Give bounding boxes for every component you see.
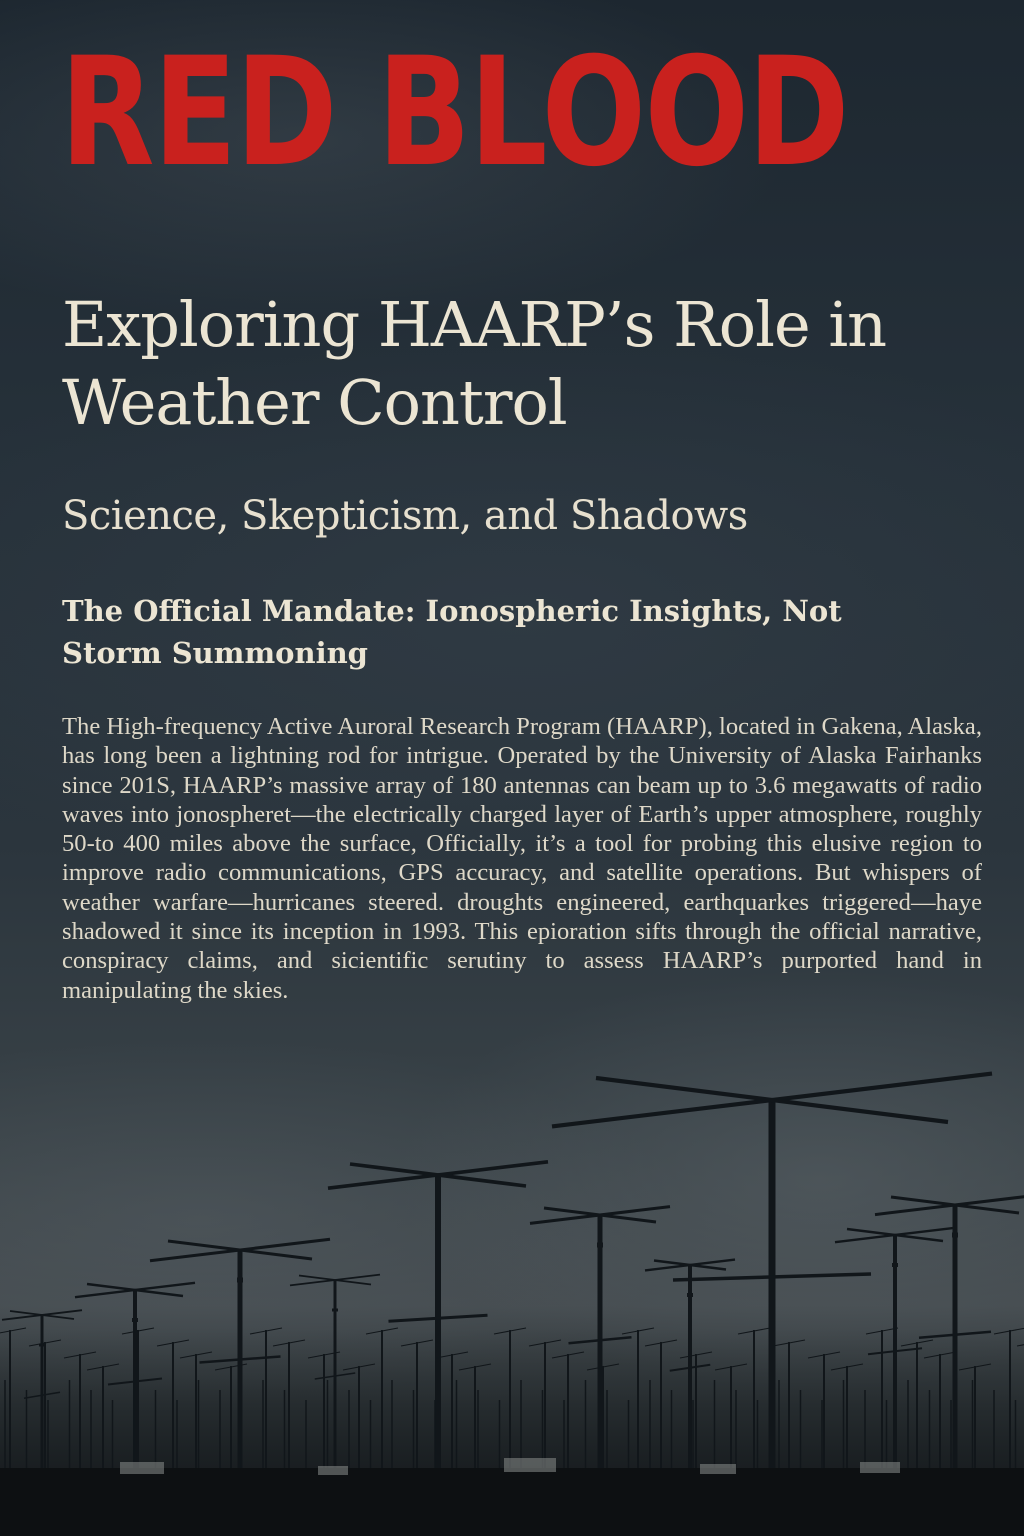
poster-subtitle: Exploring HAARP’s Role in Weather Control <box>62 288 887 439</box>
poster-title: RED BLOOD <box>60 26 848 200</box>
body-paragraph: The High-frequency Active Auroral Research Program (HAARP), located in Gakena, Alaska, has long been a lightning rod for intrigue. Operated by the University of Alaska Fairhanks since 201S, HAARP’s massive array of 180 antennas can beam up to 3.6 megawatts of radio waves into jonospheret—the electrically charged layer of Earth’s upper atmosphere, roughly 50-to 400 miles above the surface, Officially, it’s a tool for probing this elusive region to improve radio communications, GPS accuracy, and satellite operations. But whispers of weather warfare—hurricanes steered. droughts engineered, earthquarkes triggered—haye shadowed it since its inception in 1993. This epioration sifts through the official narrative, conspiracy claims, and sicientific serutiny to assess HAARP’s purported hand in manipulating the skies. <box>62 713 982 1004</box>
poster-tagline: Science, Skepticism, and Shadows <box>62 493 748 539</box>
section-heading: The Official Mandate: Ionospheric Insights, Not Storm Summoning <box>62 594 842 670</box>
